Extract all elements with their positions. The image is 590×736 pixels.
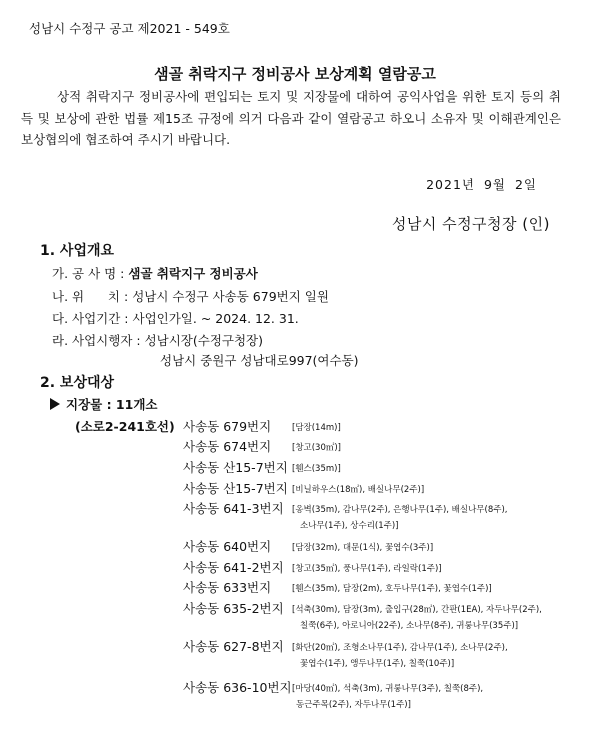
section2-heading: 2. 보상대상 <box>40 375 115 391</box>
entry-location: 사송동 산15-7번지 <box>183 481 288 496</box>
project-name-label: 가. 공 사 명 : <box>52 266 125 281</box>
entry-location: 사송동 633번지 <box>183 580 272 595</box>
entry-desc: [담장(32m), 대문(1식), 꽃엽수(3주)] <box>292 543 434 553</box>
entry-desc: [담장(14m)] <box>292 423 341 433</box>
entry-desc: [창고(30㎡)] <box>292 443 342 453</box>
entry-desc: [휀스(35m), 담장(2m), 호두나무(1주), 꽃엽수(1주)] <box>292 584 492 594</box>
entry-location: 사송동 산15-7번지 <box>183 460 288 475</box>
entry-desc-continued: 꽃엽수(1주), 앵두나무(1주), 칠쭉(10주)] <box>300 659 455 669</box>
entry-desc: [휀스(35m)] <box>292 464 341 474</box>
entry-location: 사송동 641-3번지 <box>183 501 284 516</box>
entry-desc: [옹벽(35m), 감나무(2주), 은행나무(1주), 배실나무(8주), <box>292 505 508 515</box>
notice-date: 2021년 9월 2일 <box>426 177 537 192</box>
period-row <box>52 309 299 327</box>
issuer: 성남시 수정구청장 (인) <box>391 215 550 233</box>
entry-location: 사송동 641-2번지 <box>183 560 284 575</box>
entry-location: 사송동 674번지 <box>183 439 272 454</box>
entry-desc: [마당(40㎡), 석축(3m), 귀룽나무(3주), 칠쭉(8주), <box>292 684 484 694</box>
project-name-value: 샘골 취락지구 정비공사 <box>128 266 258 281</box>
entry-desc-continued: 동근주목(2주), 자두나무(1주)] <box>296 700 411 710</box>
executor-address: 성남시 중원구 성남대로997(여수동) <box>160 353 359 368</box>
triangle-bullet-icon <box>50 398 60 410</box>
executor-value: 성남시장(수정구청장) <box>144 333 264 348</box>
entry-location: 사송동 636-10번지 <box>183 680 292 695</box>
entry-desc-continued: 소나무(1주), 상수리(1주)] <box>300 521 399 531</box>
period-label: 다. 사업기간 : <box>52 311 129 326</box>
obstacles-label: 지장물 : 11개소 <box>66 397 158 412</box>
entry-desc: [석축(30m), 담장(3m), 출입구(28㎡), 간판(1EA), 자두나무(2주), <box>292 605 542 615</box>
route-label: (소로2-241호선) <box>75 419 175 434</box>
entry-location: 사송동 640번지 <box>183 539 272 554</box>
entry-desc-continued: 칠쭉(6주), 아로니아(22주), 소나무(8주), 귀룽나무(35주)] <box>300 621 519 631</box>
entry-desc: [창고(35㎡), 풍나무(1주), 라일락(1주)] <box>292 564 442 574</box>
location-label: 나. 위 치 : <box>52 289 129 304</box>
document-title: 샘골 취락지구 정비공사 보상계획 열람공고 <box>154 65 436 83</box>
entry-location: 사송동 679번지 <box>183 419 272 434</box>
entry-location: 사송동 635-2번지 <box>183 601 284 616</box>
location-value: 성남시 수정구 사송동 679번지 일원 <box>132 289 329 304</box>
section1-heading: 1. 사업개요 <box>40 243 115 259</box>
intro-paragraph: 상적 취락지구 정비공사에 편입되는 토지 및 지장물에 대하여 공익사업을 위한 토지 등의 취득 및 보상에 관한 법률 제15조 규정에 의거 다음과 같이 열람공고 하오니 소유자 및 이해관계인은 보상협의에 협조하여 주시기 바랍니다. <box>21 89 561 147</box>
entry-desc: [비닐하우스(18㎡), 배실나무(2주)] <box>292 485 425 495</box>
executor-row <box>52 331 263 349</box>
period-value: 사업인가일. ~ 2024. 12. 31. <box>132 311 299 326</box>
notice-number: 성남시 수정구 공고 제2021 - 549호 <box>29 21 230 36</box>
obstacles-line <box>50 395 157 413</box>
executor-label: 라. 사업시행자 : <box>52 333 141 348</box>
entry-desc: [화단(20㎡), 조형소나무(1주), 감나무(1주), 소나무(2주), <box>292 643 508 653</box>
project-name-row <box>52 264 258 282</box>
location-row <box>52 287 329 305</box>
entry-location: 사송동 627-8번지 <box>183 639 284 654</box>
